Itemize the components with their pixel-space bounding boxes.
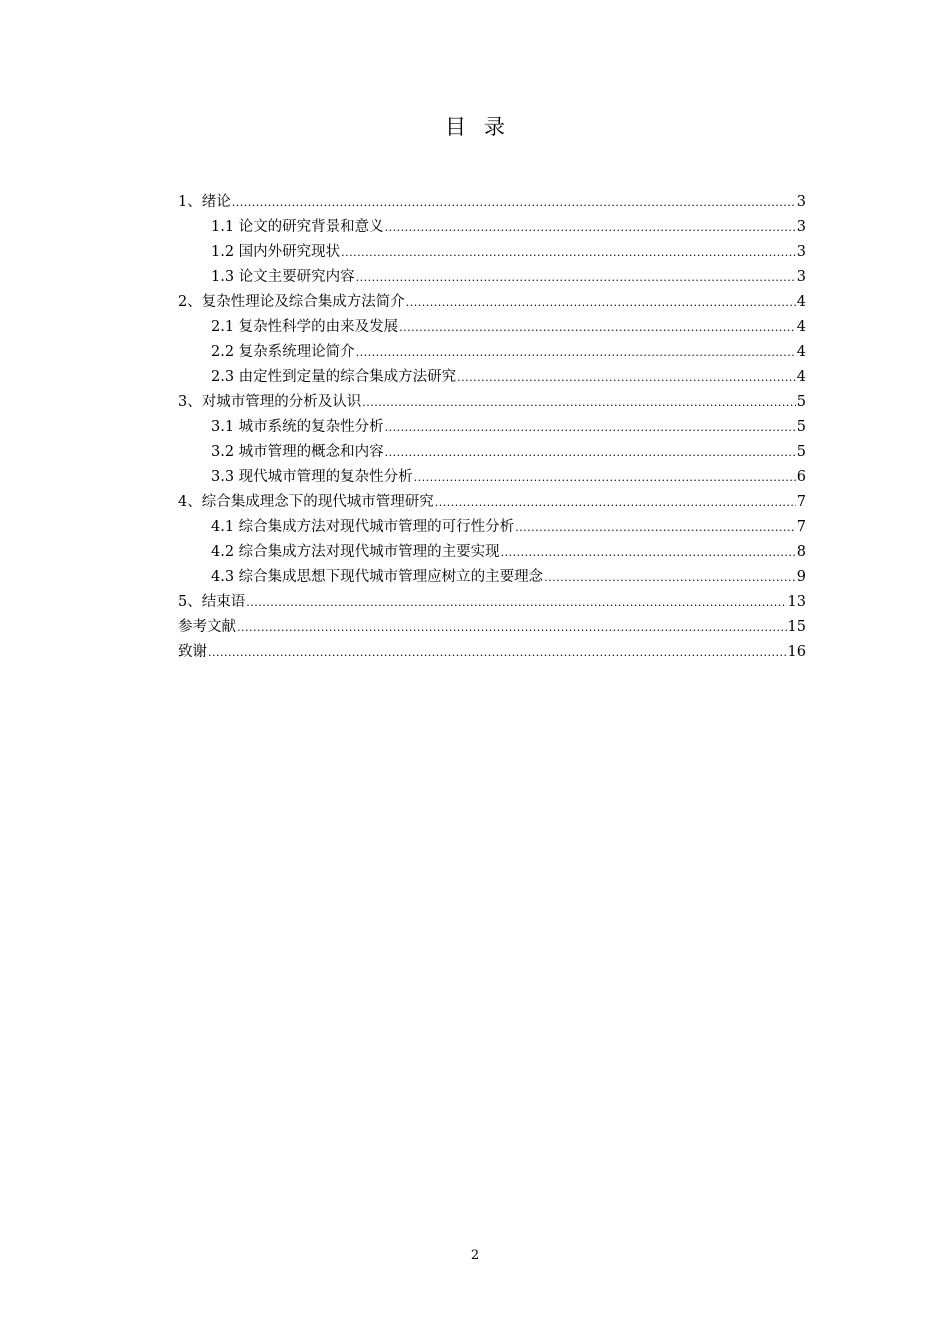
toc-dot-leader — [356, 340, 796, 365]
toc-dot-leader — [457, 365, 796, 390]
toc-entry[interactable] — [178, 240, 806, 265]
toc-dot-leader — [406, 290, 796, 315]
toc-dot-leader — [208, 640, 787, 665]
toc-entry-page: 7 — [796, 519, 806, 535]
toc-entry-label: 2.3 由定性到定量的综合集成方法研究 — [211, 369, 457, 385]
toc-dot-leader — [414, 465, 796, 490]
toc-entry-page: 4 — [796, 294, 806, 310]
toc-entry-page: 7 — [796, 494, 806, 510]
toc-entry[interactable] — [178, 465, 806, 490]
toc-entry-label: 4.2 综合集成方法对现代城市管理的主要实现 — [211, 544, 500, 560]
toc-entry-label: 2.2 复杂系统理论简介 — [211, 344, 355, 360]
toc-entry-label: 1.2 国内外研究现状 — [211, 244, 341, 260]
toc-entry-page: 16 — [787, 644, 806, 660]
toc-dot-leader — [435, 490, 796, 515]
toc-dot-leader — [362, 390, 796, 415]
toc-entry[interactable] — [178, 290, 806, 315]
toc-entry-page: 4 — [796, 319, 806, 335]
toc-entry[interactable] — [178, 515, 806, 540]
toc-dot-leader — [399, 315, 796, 340]
toc-entry-label: 4、综合集成理念下的现代城市管理研究 — [178, 494, 434, 510]
toc-entry-label: 3、对城市管理的分析及认识 — [178, 394, 362, 410]
toc-entry-page: 8 — [796, 544, 806, 560]
toc-entry[interactable] — [178, 340, 806, 365]
toc-entry-page: 5 — [796, 419, 806, 435]
toc-entry-label: 5、结束语 — [178, 594, 246, 610]
toc-entry-page: 13 — [787, 594, 806, 610]
toc-entry[interactable] — [178, 190, 806, 215]
toc-entry-label: 3.3 现代城市管理的复杂性分析 — [211, 469, 413, 485]
toc-entry[interactable] — [178, 590, 806, 615]
toc-dot-leader — [341, 240, 796, 265]
toc-entry-label: 4.1 综合集成方法对现代城市管理的可行性分析 — [211, 519, 515, 535]
toc-entry[interactable] — [178, 415, 806, 440]
toc-entry[interactable] — [178, 390, 806, 415]
table-of-contents — [178, 190, 806, 665]
toc-entry[interactable] — [178, 265, 806, 290]
toc-entry-label: 参考文献 — [178, 619, 236, 635]
toc-entry-page: 4 — [796, 369, 806, 385]
toc-entry-page: 3 — [796, 194, 806, 210]
page-number: 2 — [470, 1248, 480, 1263]
toc-dot-leader — [232, 190, 796, 215]
toc-dot-leader — [501, 540, 796, 565]
toc-entry[interactable] — [178, 440, 806, 465]
toc-entry-page: 3 — [796, 219, 806, 235]
page-title: 目录 — [445, 115, 523, 139]
toc-entry-label: 4.3 综合集成思想下现代城市管理应树立的主要理念 — [211, 569, 544, 585]
toc-entry-label: 2、复杂性理论及综合集成方法简介 — [178, 294, 405, 310]
toc-entry-page: 5 — [796, 444, 806, 460]
toc-entry-label: 2.1 复杂性科学的由来及发展 — [211, 319, 399, 335]
toc-entry-page: 5 — [796, 394, 806, 410]
toc-entry-page: 4 — [796, 344, 806, 360]
toc-entry[interactable] — [178, 215, 806, 240]
toc-entry-page: 3 — [796, 244, 806, 260]
toc-entry-page: 15 — [787, 619, 806, 635]
toc-entry[interactable] — [178, 615, 806, 640]
toc-entry[interactable] — [178, 540, 806, 565]
toc-entry[interactable] — [178, 490, 806, 515]
toc-entry-label: 3.2 城市管理的概念和内容 — [211, 444, 384, 460]
toc-dot-leader — [385, 440, 796, 465]
toc-entry-label: 1.3 论文主要研究内容 — [211, 269, 355, 285]
toc-dot-leader — [385, 415, 796, 440]
toc-entry-page: 3 — [796, 269, 806, 285]
toc-dot-leader — [544, 565, 796, 590]
toc-entry-label: 致谢 — [178, 644, 207, 660]
toc-entry[interactable] — [178, 565, 806, 590]
toc-dot-leader — [356, 265, 796, 290]
toc-entry-page: 9 — [796, 569, 806, 585]
toc-entry-label: 3.1 城市系统的复杂性分析 — [211, 419, 384, 435]
toc-dot-leader — [237, 615, 787, 640]
toc-entry-page: 6 — [796, 469, 806, 485]
toc-dot-leader — [385, 215, 796, 240]
toc-entry-label: 1、绪论 — [178, 194, 231, 210]
toc-entry[interactable] — [178, 640, 806, 665]
toc-dot-leader — [246, 590, 786, 615]
toc-entry-label: 1.1 论文的研究背景和意义 — [211, 219, 384, 235]
toc-dot-leader — [515, 515, 796, 540]
toc-entry[interactable] — [178, 315, 806, 340]
toc-entry[interactable] — [178, 365, 806, 390]
